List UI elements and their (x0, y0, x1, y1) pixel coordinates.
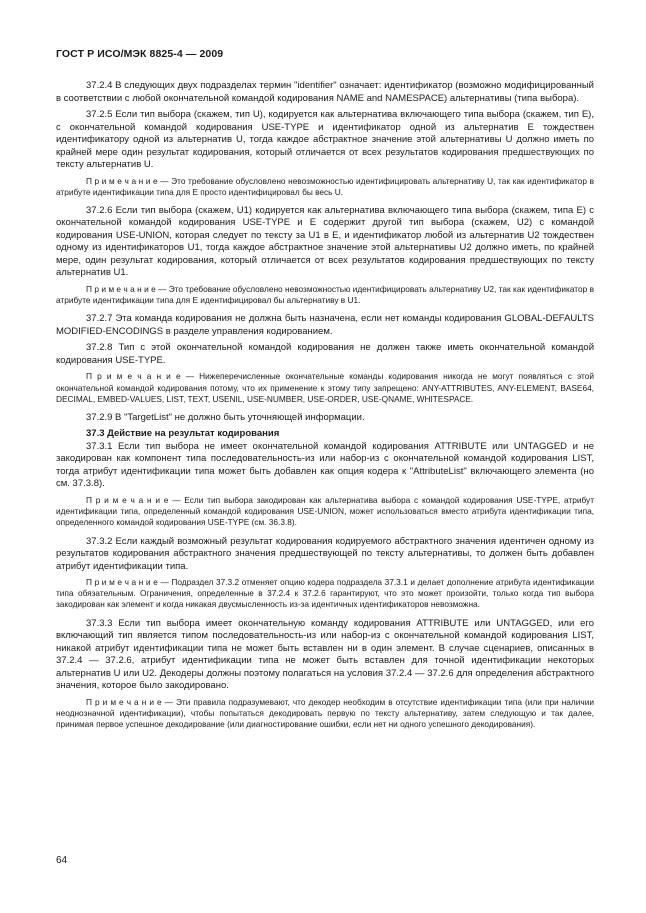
note-37-2-8: П р и м е ч а н и е — Нижеперечисленные окончательные команды кодирования никогда не могут появляться с этой окончательной командой кодирования потому, что их применение к этому типу запрещено: ANY-ATTRIBUTES, ANY-ELEMENT, BASE64, DECIMAL, EMBED-VALUES, LIST, TEXT, USENIL, USE-NUMBER, USE-ORDER, USE-QNAME, WHITESPACE. (56, 371, 594, 404)
paragraph-37-2-9: 37.2.9 В "TargetList" не должно быть уточняющей информации. (86, 411, 365, 423)
page-number: 64 (56, 855, 68, 866)
page-header: ГОСТ Р ИСО/МЭК 8825-4 — 2009 (56, 48, 224, 60)
paragraph-37-2-6: 37.2.6 Если тип выбора (скажем, U1) кодируется как альтернатива включающего типа выбора (скажем, типа E) с окончательной командой кодирования USE-TYPE и E содержит другой тип выбора (скажем, U2) с командой кодирования USE-UNION, которая следует по тексту за U1 в E, и идентификатор любой из альтернатив U2 тождествен одному из идентификаторов U1, тогда каждое абстрактное значение этой альтернативы U2 должно иметь, по крайней мере, один результат кодирования, который отличается от всех результатов кодирования предшествующих по тексту альтернатив U1. (56, 204, 594, 279)
paragraph-37-3-2: 37.3.2 Если каждый возможный результат кодирования кодируемого абстрактного значения идентичен одному из результатов кодирования абстрактного значения предшествующей по тексту альтернативы, то должен быть добавлен атрибут идентификации типа. (56, 535, 594, 572)
note-37-3-1: П р и м е ч а н и е — Если тип выбора закодирован как альтернатива выбора с командой кодирования USE-TYPE, атрибут идентификации типа, определенный командой кодирования USE-UNION, может использоваться вместо атрибута идентификации типа, определенного командой кодирования USE-TYPE (см. 36.3.8). (56, 494, 594, 528)
paragraph-37-3-1: 37.3.1 Если тип выбора не имеет окончательной командой кодирования ATTRIBUTE или UNTAGGED и не закодирован как компонент типа последовательность-из или набор-из с окончательной командой кодирования LIST, тогда атрибут идентификации типа может быть добавлен как опция кодера к "AttributeList" включающего элемента (но см. 37.3.8). (56, 440, 594, 490)
note-37-3-3: П р и м е ч а н и е — Эти правила подразумевают, что декодер необходим в отсутствие идентификации типа (или при наличии неоднозначной идентификации), чтобы попытаться декодировать первую по тексту альтернативу, затем следующую и так далее, принимая первое успешное декодирование (или диагностирование ошибки, если нет ни одного успешного декодирования). (56, 696, 594, 730)
paragraph-37-3-3: 37.3.3 Если тип выбора имеет окончательную команду кодирования ATTRIBUTE или UNTAGGED, или его включающий тип является типом последовательность-из или набор-из с окончательной командой кодирования LIST, никакой атрибут идентификации типа не может быть вставлен ни в один элемент. В случае сценариев, описанных в 37.2.4 — 37.2.6, атрибут идентификации типа не может быть вставлен для точной идентификации некоторых альтернатив U или U2. Декодеры должны поэтому полагаться на условия 37.2.4 — 37.2.6 для определения абстрактного значения, которое было закодировано. (56, 617, 594, 692)
note-37-2-6: П р и м е ч а н и е — Это требование обусловлено невозможностью идентифицировать альтернативу U2, так как идентификатор в атрибуте идентификации типа для E идентифицировал бы альтернативу в U1. (56, 283, 594, 306)
paragraph-37-2-4: 37.2.4 В следующих двух подразделах термин "identifier" означает: идентификатор (возможно модифицированный в соответствии с любой окончательной командой кодирования NAME and NAMESPACE) альтернативы (типа выбора). (56, 80, 594, 104)
note-37-3-2: П р и м е ч а н и е — Подраздел 37.3.2 отменяет опцию кодера подраздела 37.3.1 и делает дополнение атрибута идентификации типа обязательным. Ограничения, определенные в 37.2.4 к 37.2.6 гарантируют, что это может произойти, только когда тип выбора закодирован как элемент и когда никакая двусмысленность из-за идентичных идентификаторов невозможна. (56, 577, 594, 610)
note-37-2-5: П р и м е ч а н и е — Это требование обусловлено невозможностью идентифицировать альтернативу U, так как идентификатор в атрибуте идентификации типа для E просто идентифицировал бы весь U. (56, 175, 594, 197)
paragraph-37-2-8: 37.2.8 Тип с этой окончательной командой кодирования не должен также иметь окончательной командой кодирования USE-TYPE. (56, 342, 594, 366)
paragraph-37-2-5: 37.2.5 Если тип выбора (скажем, тип U), кодируется как альтернатива включающего типа выбора (скажем, тип E), с окончательной командой кодирования USE-TYPE и идентификатор одной из альтернатив E тождествен идентификатору одной из альтернатив U, тогда каждое абстрактное значение этой альтернативы U должно иметь по крайней мере один результат кодирования, который отличается от всех результатов кодирования предшествующих по тексту альтернатив U. (56, 109, 594, 170)
paragraph-37-2-7: 37.2.7 Эта команда кодирования не должна быть назначена, если нет команды кодирования GLOBAL-DEFAULTS MODIFIED-ENCODINGS в разделе управления кодированием. (56, 313, 594, 337)
section-heading-37-3: 37.3 Действие на результат кодирования (86, 428, 280, 440)
